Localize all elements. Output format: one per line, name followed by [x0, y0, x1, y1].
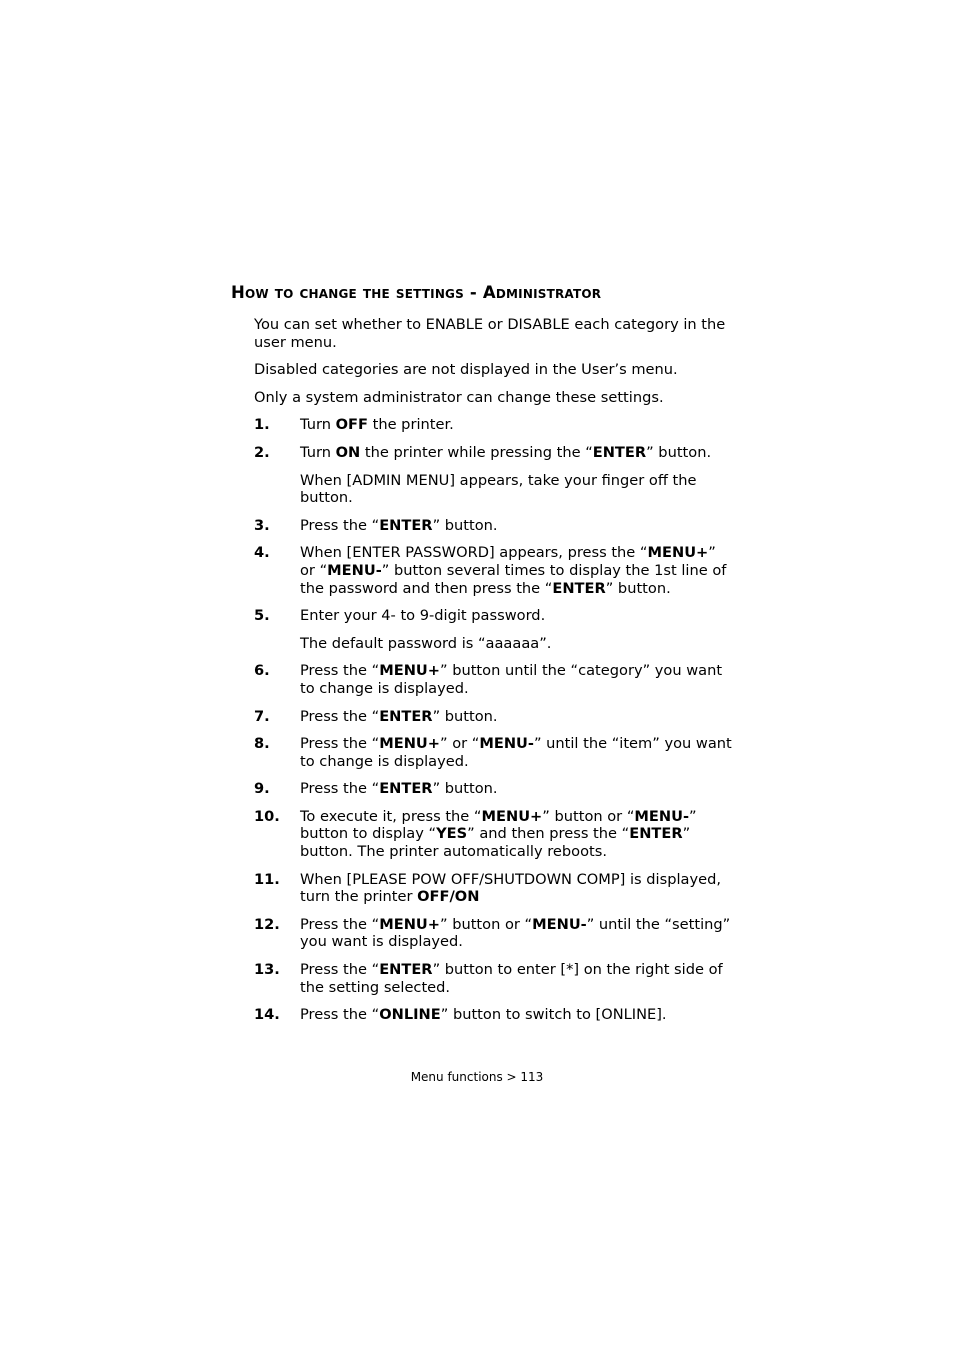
- steps-list: [254, 416, 734, 1023]
- step-text: Press the “MENU+” button or “MENU-” until the “setting” you want is displayed.: [300, 915, 731, 951]
- step-item: [254, 544, 734, 597]
- step-number: 8.: [254, 735, 270, 753]
- step-number: 4.: [254, 544, 270, 562]
- page-footer: Menu functions > 113: [410, 1070, 544, 1084]
- step-item: [254, 517, 734, 535]
- step-number: 12.: [254, 915, 280, 933]
- intro-paragraph: Only a system administrator can change these settings.: [254, 388, 664, 406]
- step-note: The default password is “aaaaaa”.: [300, 634, 552, 652]
- step-item: [254, 780, 734, 798]
- step-text: Press the “ENTER” button.: [300, 516, 498, 534]
- step-item: [254, 871, 734, 906]
- intro-paragraph: Disabled categories are not displayed in the User’s menu.: [254, 361, 678, 379]
- step-text: Turn ON the printer while pressing the “ENTER” button.: [300, 443, 712, 461]
- step-text: Enter your 4- to 9-digit password.: [300, 607, 546, 625]
- step-number: 10.: [254, 807, 280, 825]
- step-number: 2.: [254, 443, 270, 461]
- step-item: [254, 961, 734, 996]
- step-number: 14.: [254, 1006, 280, 1024]
- step-text: Press the “ENTER” button to enter [*] on the right side of the setting selected.: [300, 961, 723, 996]
- step-item: [254, 916, 734, 951]
- step-text: Press the “ENTER” button.: [300, 780, 498, 798]
- section-heading: How to change the settings - Administrator: [231, 283, 602, 302]
- step-text: Press the “MENU+” or “MENU-” until the “item” you want to change is displayed.: [300, 735, 732, 770]
- step-item: [254, 808, 734, 861]
- step-text: Press the “ENTER” button.: [300, 707, 498, 725]
- step-text: Press the “MENU+” button until the “category” you want to change is displayed.: [300, 662, 723, 697]
- step-note: When [ADMIN MENU] appears, take your finger off the button.: [300, 471, 697, 507]
- step-number: 9.: [254, 780, 270, 798]
- step-item: [254, 416, 734, 434]
- step-item: [254, 607, 734, 625]
- step-number: 11.: [254, 870, 280, 888]
- step-number: 13.: [254, 961, 280, 979]
- step-number: 6.: [254, 662, 270, 680]
- step-item: [254, 1006, 734, 1024]
- step-text: Press the “ONLINE” button to switch to [ONLINE].: [300, 1006, 667, 1024]
- step-number: 7.: [254, 707, 270, 725]
- step-item: [254, 708, 734, 726]
- step-text: When [PLEASE POW OFF/SHUTDOWN COMP] is displayed, turn the printer OFF/ON: [300, 870, 721, 906]
- step-item: [254, 662, 734, 697]
- step-item: [254, 444, 734, 462]
- step-text: When [ENTER PASSWORD] appears, press the “MENU+” or “MENU-” button several times to display the 1st line of the password and then press the “ENTER” button.: [300, 544, 727, 597]
- step-text: Turn OFF the printer.: [300, 416, 454, 434]
- step-number: 3.: [254, 516, 270, 534]
- section-body: [254, 316, 734, 1034]
- step-number: 1.: [254, 416, 270, 434]
- step-item: [254, 735, 734, 770]
- intro-paragraph: You can set whether to ENABLE or DISABLE each category in the user menu.: [254, 316, 726, 351]
- step-text: To execute it, press the “MENU+” button or “MENU-” button to display “YES” and then press the “ENTER” button. The printer automatically reboots.: [300, 807, 697, 861]
- step-number: 5.: [254, 607, 270, 625]
